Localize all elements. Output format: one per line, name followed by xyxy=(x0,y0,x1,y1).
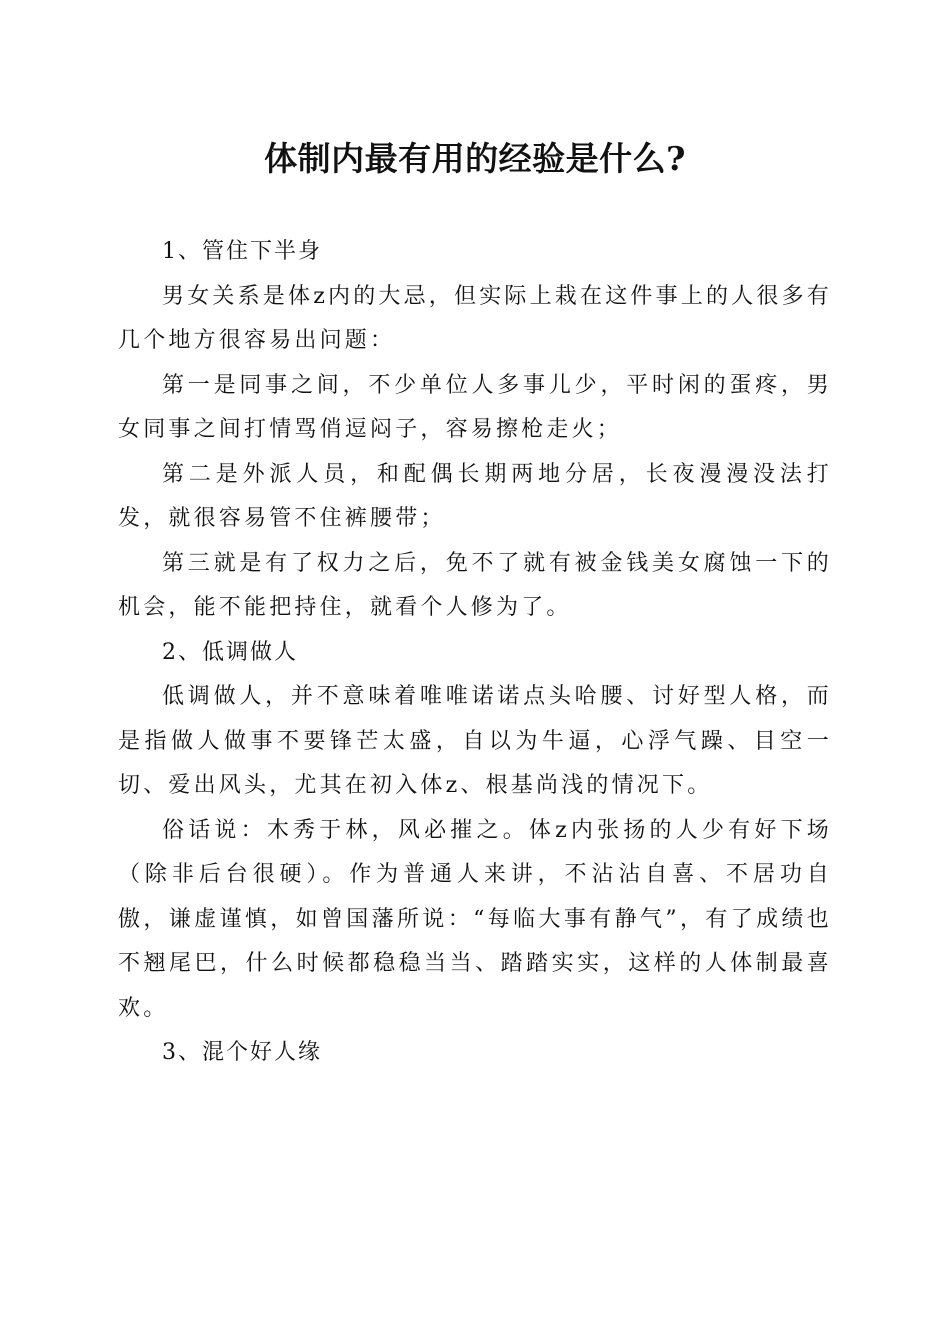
section-heading-2: 2、低调做人 xyxy=(162,639,298,665)
body-paragraph: 俗话说：木秀于林，风必摧之。体z内张扬的人少有好下场（除非后台很硬）。作为普通人来讲，不沾沾自喜、不居功自傲，谦虚谨慎，如曾国藩所说：“每临大事有静气”，有了成绩也不翘尾巴，什么时候都稳稳当当、踏踏实实，这样的人体制最喜欢。 xyxy=(118,817,832,1021)
body-paragraph: 第二是外派人员，和配偶长期两地分居，长夜漫漫没法打发，就很容易管不住裤腰带； xyxy=(118,461,832,531)
body-paragraph: 低调做人，并不意味着唯唯诺诺点头哈腰、讨好型人格，而是指做人做事不要锋芒太盛，自以为牛逼，心浮气躁、目空一切、爱出风头，尤其在初入体z、根基尚浅的情况下。 xyxy=(118,684,832,798)
document-title: 体制内最有用的经验是什么? xyxy=(264,139,686,178)
body-paragraph: 第三就是有了权力之后，免不了就有被金钱美女腐蚀一下的机会，能不能把持住，就看个人修为了。 xyxy=(118,550,832,620)
section-heading-1: 1、管住下半身 xyxy=(162,239,322,264)
body-paragraph: 男女关系是体z内的大忌，但实际上栽在这件事上的人很多有几个地方很容易出问题： xyxy=(118,283,832,353)
body-paragraph: 第一是同事之间，不少单位人多事儿少，平时闲的蛋疼，男女同事之间打情骂俏逗闷子，容易擦枪走火； xyxy=(118,372,832,442)
document-body xyxy=(118,230,832,1076)
section-heading-3: 3、混个好人缘 xyxy=(162,1040,322,1065)
